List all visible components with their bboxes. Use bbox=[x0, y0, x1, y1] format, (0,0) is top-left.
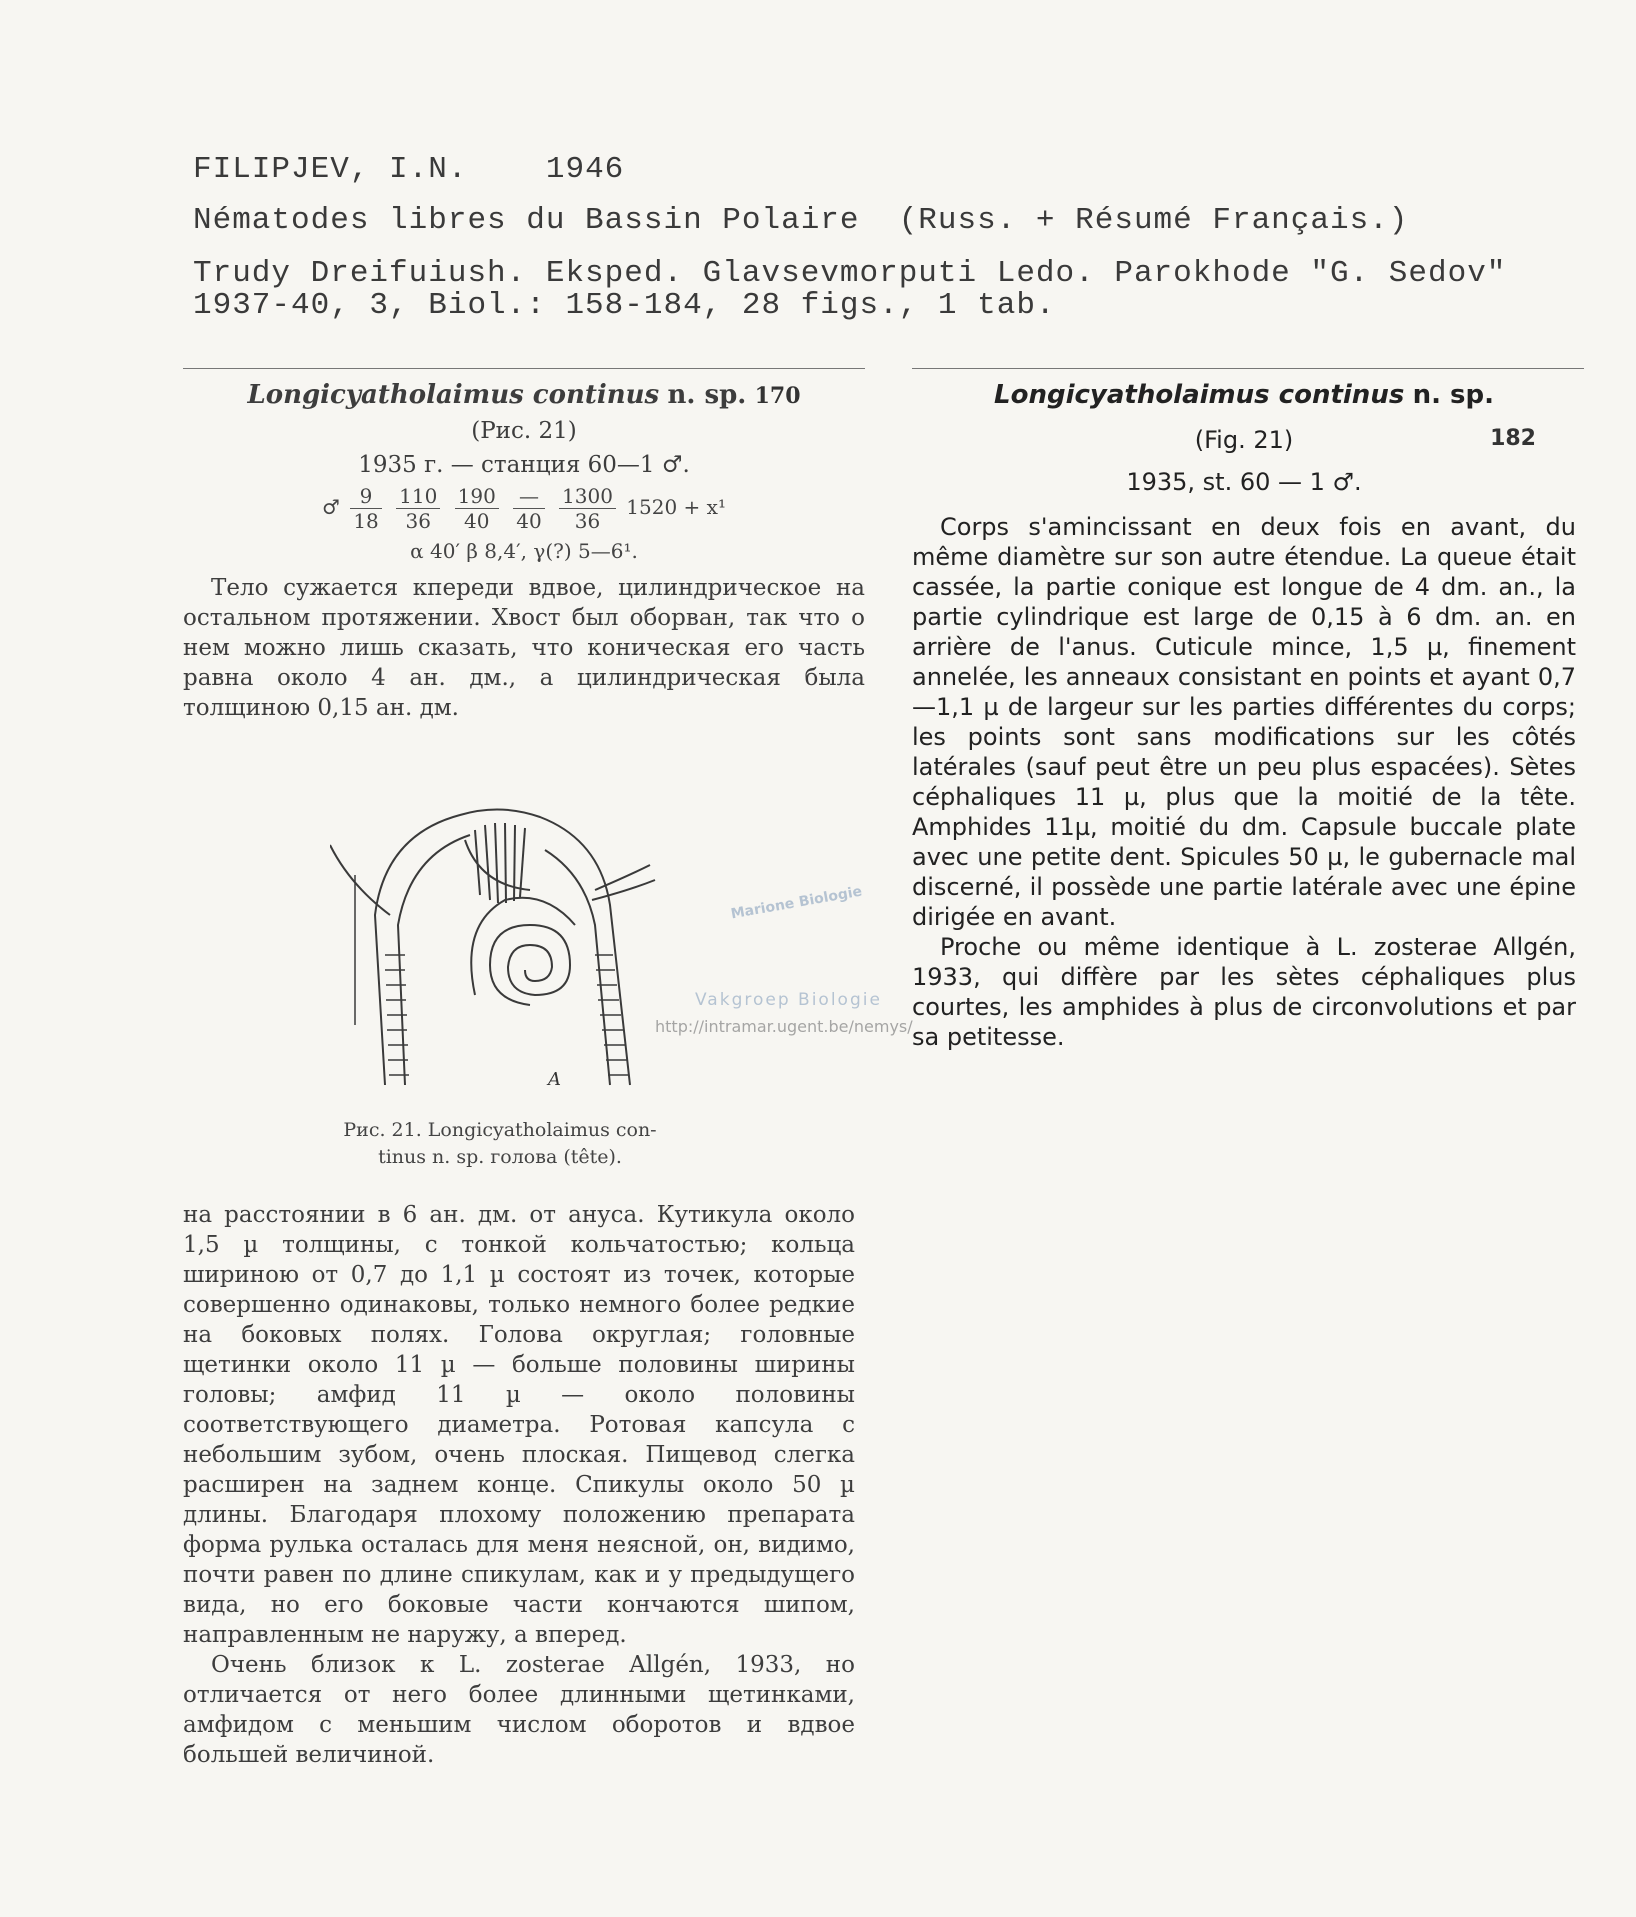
left-column-continued bbox=[183, 1200, 855, 1770]
formula-total: 1520 + x¹ bbox=[626, 495, 726, 519]
watermark-line-2: Vakgroep Biologie bbox=[695, 990, 882, 1010]
left-species-name: Longicyatholaimus continus bbox=[247, 380, 660, 410]
left-station: 1935 г. — станция 60—1 ♂. bbox=[358, 452, 690, 478]
left-fig-ref: (Рис. 21) bbox=[471, 418, 577, 444]
left-column bbox=[183, 380, 865, 723]
header-title: Nématodes libres du Bassin Polaire (Russ. + Résumé Français.) bbox=[193, 203, 1409, 238]
right-column-rule bbox=[912, 368, 1584, 369]
right-column bbox=[912, 380, 1576, 1052]
left-paragraph-2: на расстоянии в 6 ан. дм. от ануса. Кутикула около 1,5 µ толщины, с тонкой кольчатостью; кольца шириною от 0,7 до 1,1 µ состоят из точек, которые совершенно одинаковы, только немного более редкие на боковых полях. Голова округлая; головные щетинки около 11 µ — больше половины ширины головы; амфид 11 µ — около половины соответствующего диаметра. Ротовая капсула с небольшим зубом, очень плоская. Пищевод слегка расширен на заднем конце. Спикулы около 50 µ длины. Благодаря плохому положению препарата форма рулька осталась для меня неясной, он, видимо, почти равен по длине спикулам, как и у предыдущего вида, но его боковые части кончаются шипом, направленным не наружу, а вперед. bbox=[183, 1202, 855, 1648]
figure-label-a: A bbox=[548, 1069, 561, 1090]
left-paragraph-1: Тело сужается кпереди вдвое, цилиндрическое на остальном протяжении. Хвост был оборван, так что о нем можно лишь сказать, что коническая его часть равна около 4 ан. дм., а цилиндрическая была толщиною 0,15 ан. дм. bbox=[183, 575, 865, 721]
header-author: FILIPJEV, I.N. bbox=[193, 152, 468, 187]
figure-21-head-drawing bbox=[330, 795, 730, 1095]
left-column-rule bbox=[183, 368, 865, 369]
watermark-line-1: Marione Biologie bbox=[729, 883, 864, 923]
header-author-line bbox=[193, 152, 624, 187]
left-formula bbox=[183, 484, 865, 533]
formula-fraction: $\frac{9}{18}$ bbox=[350, 484, 381, 533]
right-station: 1935, st. 60 — 1 ♂. bbox=[1126, 468, 1362, 496]
right-page-number: 182 bbox=[1490, 426, 1536, 451]
left-paragraph-3: Очень близок к L. zosterae Allgén, 1933, но отличается от него более длинными щетинками, амфидом с меньшим числом оборотов и вдвое большей величиной. bbox=[183, 1652, 855, 1768]
watermark-url: http://intramar.ugent.be/nemys/ bbox=[655, 1017, 913, 1036]
right-species-heading bbox=[912, 380, 1576, 410]
header-citation-1: Trudy Dreifuiush. Eksped. Glavsevmorputi Ledo. Parokhode "G. Sedov" bbox=[193, 256, 1507, 291]
formula-fraction: $\frac{—}{40}$ bbox=[513, 484, 544, 533]
caption-line-2: tinus n. sp. голова (tête). bbox=[378, 1146, 622, 1168]
left-nsp: n. sp. bbox=[667, 380, 747, 410]
right-fig-ref-line bbox=[912, 426, 1576, 454]
figure-caption bbox=[280, 1117, 720, 1171]
formula-indices: α 40′ β 8,4′, γ(?) 5—6¹. bbox=[410, 539, 638, 563]
formula-sex: ♂ bbox=[322, 495, 340, 519]
formula-fraction: $\frac{1300}{36}$ bbox=[559, 484, 616, 533]
left-species-heading bbox=[183, 380, 865, 410]
right-paragraph-2: Proche ou même identique à L. zosterae Allgén, 1933, qui diffère par les sètes céphaliques plus courtes, les amphides à plus de circonvolutions et par sa petitesse. bbox=[912, 933, 1576, 1051]
left-page-number: 170 bbox=[754, 383, 801, 409]
header-citation-2: 1937-40, 3, Biol.: 158-184, 28 figs., 1 tab. bbox=[193, 288, 1056, 323]
formula-fraction: $\frac{110}{36}$ bbox=[396, 484, 440, 533]
right-fig-ref: (Fig. 21) bbox=[1194, 426, 1294, 454]
header-year: 1946 bbox=[545, 152, 625, 187]
caption-line-1: Рис. 21. Longicyatholaimus con- bbox=[343, 1119, 657, 1141]
right-species-name: Longicyatholaimus continus bbox=[994, 380, 1405, 410]
right-nsp: n. sp. bbox=[1412, 380, 1494, 410]
formula-fraction: $\frac{190}{40}$ bbox=[455, 484, 499, 533]
right-paragraph-1: Corps s'amincissant en deux fois en avant, du même diamètre sur son autre étendue. La queue était cassée, la partie conique est longue de 4 dm. an., la partie cylindrique est large de 0,15 à 6 dm. an. en arrière de l'anus. Cuticule mince, 1,5 µ, finement annelée, les anneaux consistant en points et ayant 0,7—1,1 µ de largeur sur les parties différentes du corps; les points sont sans modifications sur les côtés latérales (sauf peut être un peu plus espacées). Sètes céphaliques 11 µ, plus que la moitié de la tête. Amphides 11µ, moitié du dm. Capsule buccale plate avec une petite dent. Spicules 50 µ, le gubernacle mal discerné, il possède une partie latérale avec une épine dirigée en avant. bbox=[912, 513, 1576, 931]
